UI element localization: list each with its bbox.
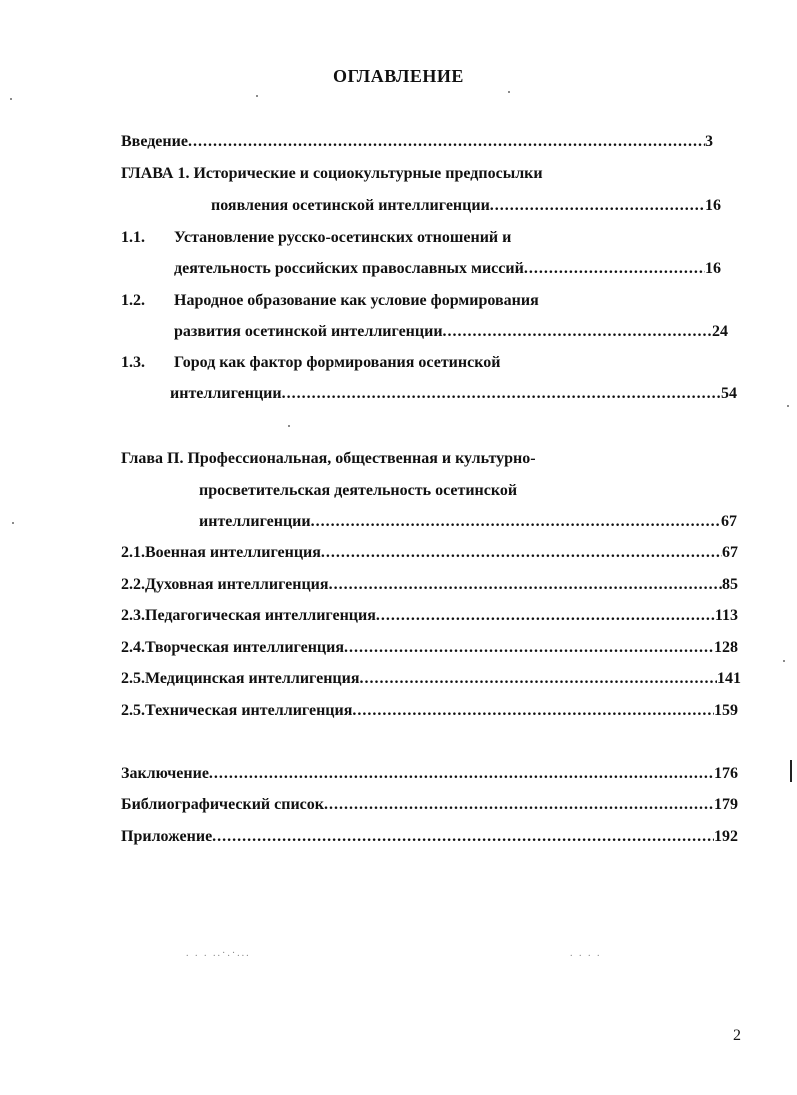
toc-page-number: 16 — [705, 260, 721, 277]
toc-entry-section-2-5-technical[interactable] — [121, 701, 738, 721]
toc-entry-section-2-1[interactable] — [121, 543, 738, 563]
toc-leader-dots — [188, 132, 705, 152]
toc-page-number: 24 — [712, 323, 728, 340]
page-number: 2 — [733, 1027, 741, 1044]
toc-entry-label: интеллигенции — [199, 513, 311, 530]
scan-speck — [10, 98, 12, 100]
toc-entry-label: деятельность российских православных миссий — [174, 260, 524, 277]
section-number: 2.5. — [121, 670, 145, 687]
toc-entry-label: Техническая интеллигенция — [145, 702, 353, 719]
toc-entry-section-1-1[interactable] — [174, 259, 721, 279]
toc-leader-dots — [352, 701, 714, 721]
section-1-1-heading-line1[interactable]: Установление русско-осетинских отношений и — [174, 229, 512, 246]
toc-leader-dots — [282, 384, 721, 404]
toc-entry-label: Библиографический список — [121, 796, 324, 813]
toc-leader-dots — [321, 543, 722, 563]
toc-entry-label: Приложение — [121, 828, 213, 845]
page-title: ОГЛАВЛЕНИЕ — [333, 66, 464, 86]
toc-leader-dots — [360, 669, 717, 689]
toc-page-number: 16 — [705, 197, 721, 214]
section-number: 2.5. — [121, 702, 145, 719]
toc-leader-dots — [524, 259, 705, 279]
toc-page-number: 192 — [714, 828, 738, 845]
toc-entry-label: Военная интеллигенция — [145, 544, 321, 561]
toc-page-number: 176 — [714, 765, 738, 782]
toc-entry-section-1-2[interactable] — [174, 322, 728, 342]
toc-page-number: 85 — [722, 576, 738, 593]
section-number: 2.1. — [121, 544, 145, 561]
toc-leader-dots — [209, 764, 714, 784]
chapter2-heading-line1[interactable]: Глава П. Профессиональная, общественная и культурно- — [121, 450, 536, 467]
toc-leader-dots — [376, 606, 715, 626]
scan-speck — [783, 660, 785, 662]
section-number: 2.3. — [121, 607, 145, 624]
toc-entry-label: появления осетинской интеллигенции — [211, 197, 490, 214]
toc-entry-label: развития осетинской интеллигенции — [174, 323, 443, 340]
toc-leader-dots — [490, 196, 705, 216]
toc-entry-appendix[interactable] — [121, 827, 738, 847]
toc-page-number: 113 — [714, 607, 738, 624]
toc-page-number: 141 — [717, 670, 741, 687]
toc-page-number: 3 — [705, 133, 713, 150]
toc-entry-chapter1[interactable] — [211, 196, 721, 216]
section-1-1-number: 1.1. — [121, 229, 145, 246]
toc-entry-label: Медицинская интеллигенция — [145, 670, 360, 687]
toc-entry-section-1-3[interactable] — [170, 384, 737, 404]
section-number: 2.4. — [121, 639, 145, 656]
toc-page-number: 159 — [714, 702, 738, 719]
chapter1-heading-line1[interactable]: ГЛАВА 1. Исторические и социокультурные предпосылки — [121, 165, 543, 182]
section-1-3-number: 1.3. — [121, 354, 145, 371]
toc-entry-chapter2[interactable] — [199, 512, 737, 532]
toc-leader-dots — [311, 512, 721, 532]
scan-speck — [288, 425, 290, 427]
toc-entry-label: интеллигенции — [170, 385, 282, 402]
toc-entry-introduction[interactable] — [121, 132, 713, 152]
toc-page-number: 128 — [714, 639, 738, 656]
toc-entry-label: Заключение — [121, 765, 209, 782]
scan-speck — [256, 95, 258, 97]
section-1-2-number: 1.2. — [121, 292, 145, 309]
toc-entry-section-2-4[interactable] — [121, 638, 738, 658]
scan-edge-mark — [790, 760, 792, 782]
toc-entry-section-2-2[interactable] — [121, 575, 738, 595]
toc-leader-dots — [344, 638, 714, 658]
toc-entry-bibliography[interactable] — [121, 795, 738, 815]
scan-speck — [787, 405, 789, 407]
toc-entry-section-2-5-medical[interactable] — [121, 669, 741, 689]
section-number: 2.2. — [121, 576, 145, 593]
toc-leader-dots — [329, 575, 722, 595]
toc-page-number: 67 — [721, 513, 737, 530]
toc-entry-label: Духовная интеллигенция — [145, 576, 329, 593]
toc-entry-section-2-3[interactable] — [121, 606, 738, 626]
toc-entry-conclusion[interactable] — [121, 764, 738, 784]
scan-noise: . . . . — [570, 948, 602, 959]
chapter2-heading-line2[interactable]: просветительская деятельность осетинской — [199, 482, 518, 499]
toc-page-number: 54 — [721, 385, 737, 402]
toc-leader-dots — [443, 322, 712, 342]
section-1-3-heading-line1[interactable]: Город как фактор формирования осетинской — [174, 354, 501, 371]
toc-entry-label: Творческая интеллигенция — [145, 639, 344, 656]
toc-page-number: 67 — [722, 544, 738, 561]
section-1-2-heading-line1[interactable]: Народное образование как условие формирования — [174, 292, 539, 309]
scan-speck — [508, 91, 510, 93]
scan-speck — [12, 522, 14, 524]
toc-leader-dots — [324, 795, 714, 815]
toc-entry-label: Введение — [121, 133, 188, 150]
toc-entry-label: Педагогическая интеллигенция — [145, 607, 376, 624]
toc-page-number: 179 — [714, 796, 738, 813]
scan-noise: . . . ..·.·... — [186, 948, 251, 959]
toc-leader-dots — [212, 827, 714, 847]
